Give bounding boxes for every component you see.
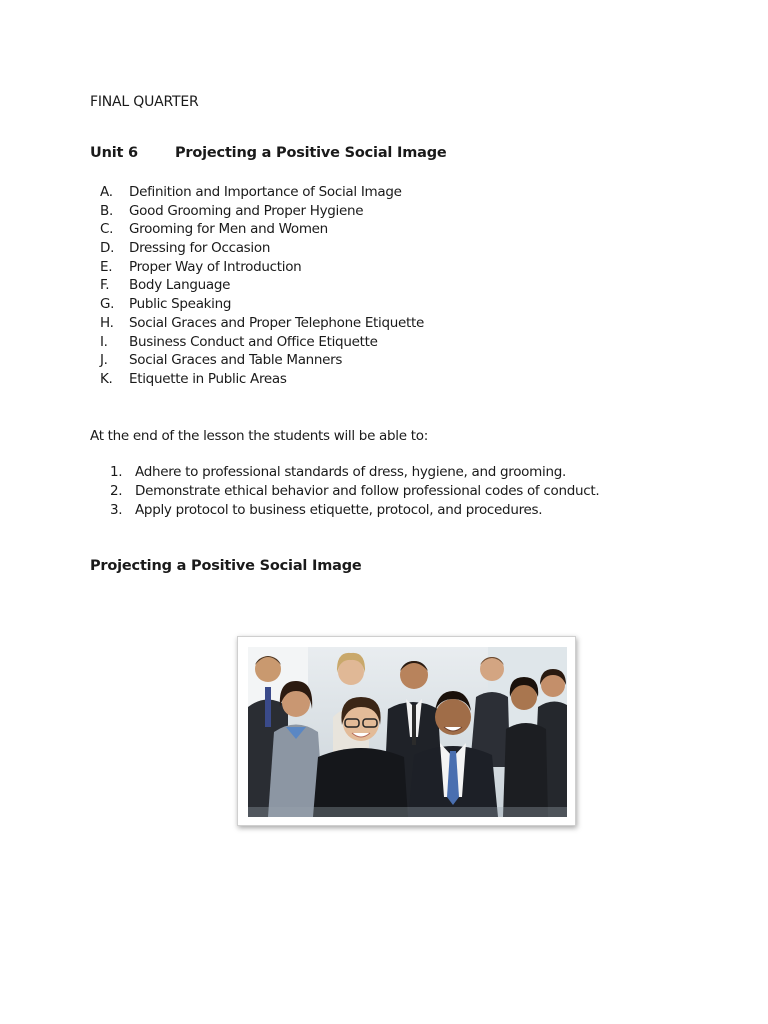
list-item-text: Adhere to professional standards of dress, hygiene, and grooming. — [135, 464, 566, 480]
list-marker: D. — [100, 240, 115, 257]
list-marker: F. — [100, 277, 110, 294]
list-marker: E. — [100, 258, 113, 275]
list-item — [100, 220, 424, 239]
section-title: Projecting a Positive Social Image — [90, 558, 362, 574]
list-item — [100, 202, 424, 221]
list-marker: B. — [100, 202, 113, 219]
list-item — [100, 314, 424, 333]
list-item — [100, 276, 424, 295]
list-item — [110, 482, 599, 501]
list-marker: G. — [100, 296, 115, 313]
list-item-text: Apply protocol to business etiquette, protocol, and procedures. — [135, 502, 543, 518]
list-item — [100, 333, 424, 352]
list-item — [110, 501, 599, 520]
list-marker: H. — [100, 314, 114, 331]
list-item — [100, 295, 424, 314]
list-marker: 1. — [110, 464, 123, 480]
list-item-text: Social Graces and Table Manners — [129, 352, 343, 369]
topic-list — [100, 183, 424, 389]
unit-title: Projecting a Positive Social Image — [175, 145, 447, 161]
list-item-text: Definition and Importance of Social Image — [129, 184, 402, 200]
list-item-text: Grooming for Men and Women — [129, 221, 328, 238]
unit-heading — [90, 145, 447, 161]
list-marker: C. — [100, 221, 114, 238]
list-item — [100, 258, 424, 277]
list-item — [100, 239, 424, 258]
list-item — [100, 370, 424, 389]
list-item-text: Public Speaking — [129, 296, 232, 313]
objectives-list — [110, 463, 599, 520]
list-marker: I. — [100, 333, 108, 350]
list-item-text: Social Graces and Proper Telephone Etiquette — [129, 314, 425, 331]
list-marker: 3. — [110, 502, 123, 518]
list-item — [100, 183, 424, 202]
list-marker: 2. — [110, 483, 123, 499]
quarter-heading: FINAL QUARTER — [90, 94, 199, 110]
list-item-text: Dressing for Occasion — [129, 240, 271, 257]
list-marker: J. — [100, 352, 108, 369]
list-marker: K. — [100, 370, 113, 387]
list-item-text: Good Grooming and Proper Hygiene — [129, 202, 364, 219]
business-people-illustration — [248, 647, 567, 817]
unit-number: Unit 6 — [90, 145, 138, 161]
list-item-text: Proper Way of Introduction — [129, 258, 302, 275]
list-item — [100, 351, 424, 370]
list-item — [110, 463, 599, 482]
list-item-text: Body Language — [129, 277, 231, 294]
list-item-text: Business Conduct and Office Etiquette — [129, 333, 378, 350]
list-marker: A. — [100, 184, 113, 200]
group-photo — [237, 636, 576, 826]
list-item-text: Etiquette in Public Areas — [129, 370, 287, 387]
objectives-intro: At the end of the lesson the students will be able to: — [90, 428, 428, 444]
list-item-text: Demonstrate ethical behavior and follow professional codes of conduct. — [135, 483, 600, 499]
